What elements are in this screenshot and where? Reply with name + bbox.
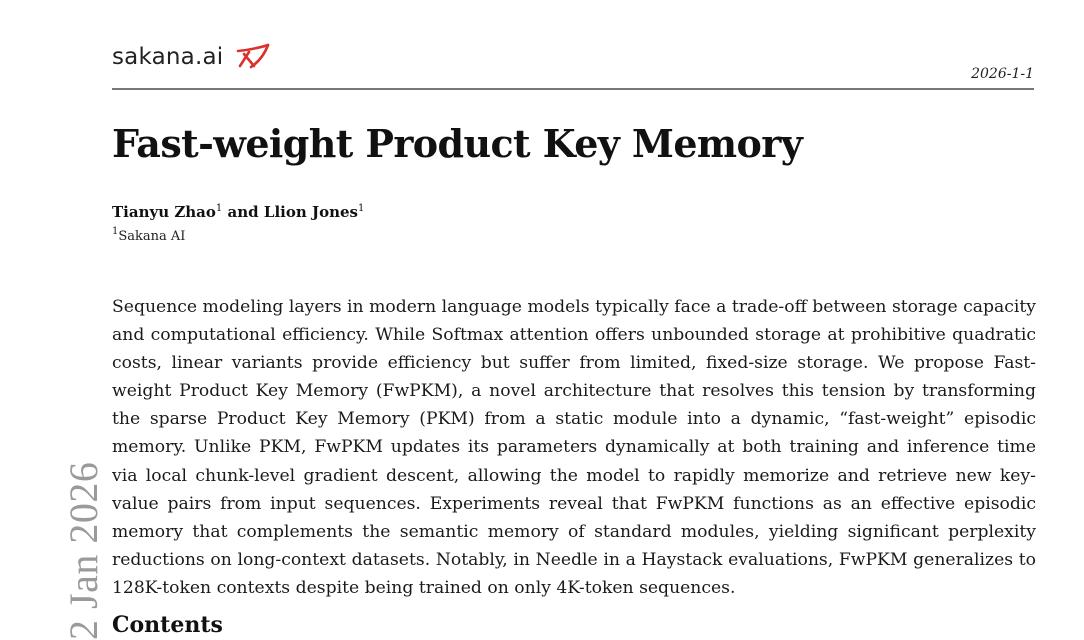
arxiv-side-stamp: 2 Jan 2026 (61, 461, 106, 640)
author-affiliation-mark: 1 (357, 203, 365, 214)
affiliation-name: Sakana AI (118, 229, 186, 244)
author-conjunction: and (227, 203, 259, 221)
author-list (112, 203, 364, 221)
abstract: Sequence modeling layers in modern language models typically face a trade-off between storage capacity and computational efficiency. While Softmax attention offers unbounded storage at prohibitive quadratic costs, linear variants provide efficiency but suffer from limited, fixed-size storage. We propose Fast-weight Product Key Memory (FwPKM), a novel architecture that resolves this tension by transforming the sparse Product Key Memory (PKM) from a static module into a dynamic, “fast-weight” episodic memory. Unlike PKM, FwPKM updates its parameters dynamically at both training and inference time via local chunk-level gradient descent, allowing the model to rapidly memorize and retrieve new key-value pairs from input sequences. Experiments reveal that FwPKM functions as an effective episodic memory that complements the semantic memory of standard modules, yielding significant perplexity reductions on long-context datasets. Notably, in Needle in a Haystack evaluations, FwPKM generalizes to 128K-token contexts despite being trained on only 4K-token sequences. (112, 297, 1036, 598)
contents-heading: Contents (112, 612, 223, 638)
affiliation-mark: 1 (112, 226, 119, 237)
author-name: Tianyu Zhao (112, 203, 216, 221)
brand (112, 42, 271, 72)
author-affiliation-mark: 1 (215, 203, 223, 214)
header-rule (112, 88, 1034, 90)
paper-title: Fast-weight Product Key Memory (112, 121, 803, 166)
affiliation (112, 226, 186, 244)
publication-date: 2026-1-1 (971, 66, 1034, 82)
sakana-fish-logo-icon (235, 42, 271, 72)
brand-name: sakana.ai (112, 44, 224, 70)
author-name: Llion Jones (263, 203, 358, 221)
